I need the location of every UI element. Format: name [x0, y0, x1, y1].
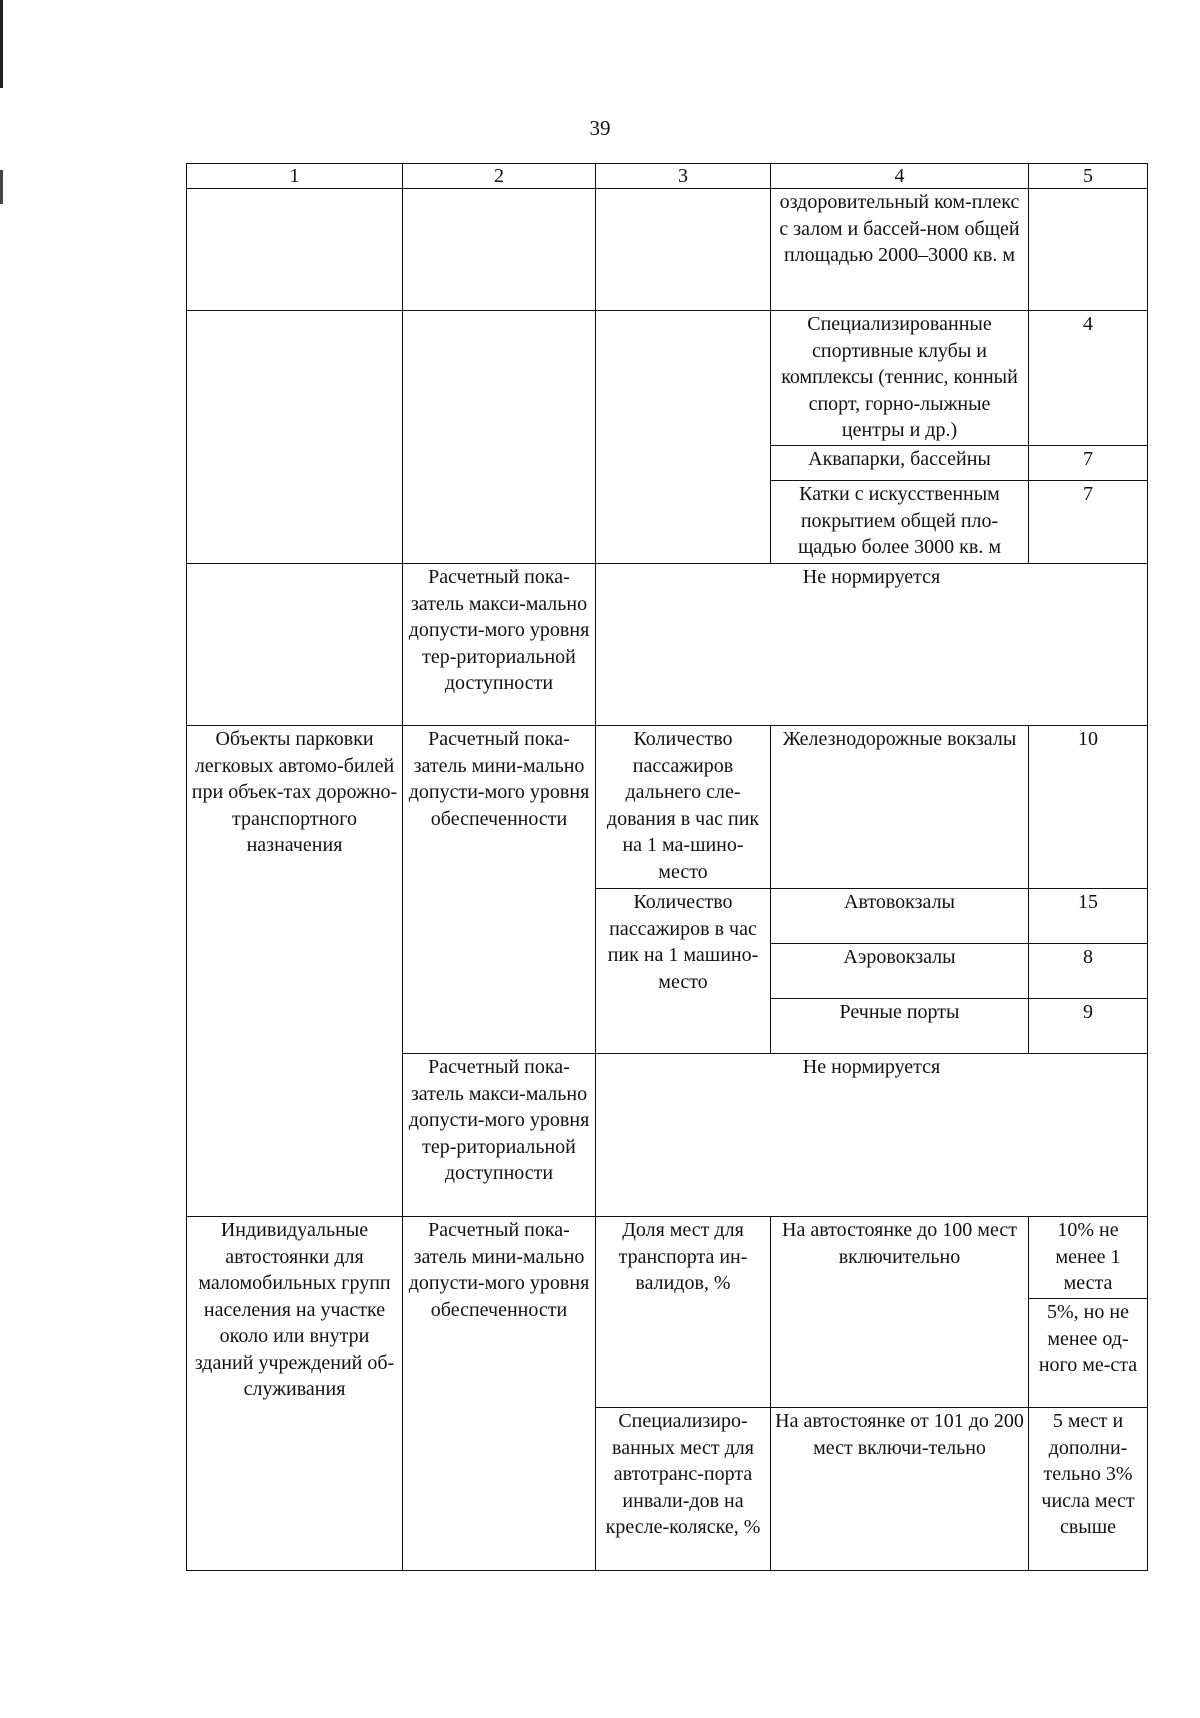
table-cell: Не нормируется: [596, 564, 1148, 726]
header-cell: 4: [771, 164, 1029, 189]
table-cell: 8: [1029, 944, 1148, 999]
table-cell: 9: [1029, 999, 1148, 1054]
scan-edge-mark: [0, 170, 3, 204]
table-cell: Количество пассажиров дальнего сле-дования в час пик на 1 ма-шино-место: [596, 726, 771, 889]
norms-table: [186, 163, 1148, 1571]
table-cell: Объекты парковки легковых автомо-билей при объек-тах дорожно-транспортного назначения: [187, 726, 403, 1217]
table-cell: Расчетный пока-затель макси-мально допусти-мого уровня тер-риториальной доступности: [403, 1054, 596, 1217]
table-cell: 7: [1029, 481, 1148, 564]
table-row: [187, 311, 1148, 446]
table-cell: Индивидуальные автостоянки для маломобильных групп населения на участке около или внутри зданий учреждений об-служивания: [187, 1217, 403, 1571]
header-cell: 5: [1029, 164, 1148, 189]
table-header-row: [187, 164, 1148, 189]
table-row: [187, 189, 1148, 311]
table-cell: 5%, но не менее од-ного ме-ста: [1029, 1299, 1148, 1408]
table-cell: 10: [1029, 726, 1148, 889]
table-cell: На автостоянке до 100 мест включительно: [771, 1217, 1029, 1408]
header-cell: 2: [403, 164, 596, 189]
table-cell: [596, 189, 771, 311]
table-row: [187, 726, 1148, 889]
table-cell: Не нормируется: [596, 1054, 1148, 1217]
table-cell: [187, 564, 403, 726]
table-cell: [187, 311, 403, 564]
table-cell: Специализированные спортивные клубы и комплексы (теннис, конный спорт, горно-лыжные центры и др.): [771, 311, 1029, 446]
header-cell: 1: [187, 164, 403, 189]
table-cell: оздоровительный ком-плекс с залом и бассей-ном общей площадью 2000–3000 кв. м: [771, 189, 1029, 311]
table-cell: 7: [1029, 446, 1148, 481]
table-cell: Количество пассажиров в час пик на 1 машино-место: [596, 889, 771, 1054]
table-cell: [187, 189, 403, 311]
table-cell: 5 мест и дополни-тельно 3% числа мест свыше: [1029, 1408, 1148, 1571]
table-cell: [403, 311, 596, 564]
table-cell: Речные порты: [771, 999, 1029, 1054]
table-cell: Расчетный пока-затель макси-мально допусти-мого уровня тер-риториальной доступности: [403, 564, 596, 726]
table-cell: Катки с искусственным покрытием общей пло-щадью более 3000 кв. м: [771, 481, 1029, 564]
header-cell: 3: [596, 164, 771, 189]
table-cell: [1029, 189, 1148, 311]
table-cell: [596, 311, 771, 564]
table-cell: Расчетный пока-затель мини-мально допусти-мого уровня обеспеченности: [403, 1217, 596, 1571]
table-cell: Доля мест для транспорта ин-валидов, %: [596, 1217, 771, 1408]
table-cell: [403, 189, 596, 311]
table-cell: Аэровокзалы: [771, 944, 1029, 999]
table-cell: Автовокзалы: [771, 889, 1029, 944]
table-cell: На автостоянке от 101 до 200 мест включи-тельно: [771, 1408, 1029, 1571]
table-cell: Аквапарки, бассейны: [771, 446, 1029, 481]
table-cell: Расчетный пока-затель мини-мально допусти-мого уровня обеспеченности: [403, 726, 596, 1054]
table-cell: 15: [1029, 889, 1148, 944]
table-row: [187, 564, 1148, 726]
table-cell: Специализиро-ванных мест для автотранс-порта инвали-дов на кресле-коляске, %: [596, 1408, 771, 1571]
table-cell: 4: [1029, 311, 1148, 446]
table-cell: Железнодорожные вокзалы: [771, 726, 1029, 889]
scan-edge-mark: [0, 0, 3, 88]
table-row: [187, 1217, 1148, 1299]
page-number: 39: [589, 116, 611, 140]
table-cell: 10% не менее 1 места: [1029, 1217, 1148, 1299]
